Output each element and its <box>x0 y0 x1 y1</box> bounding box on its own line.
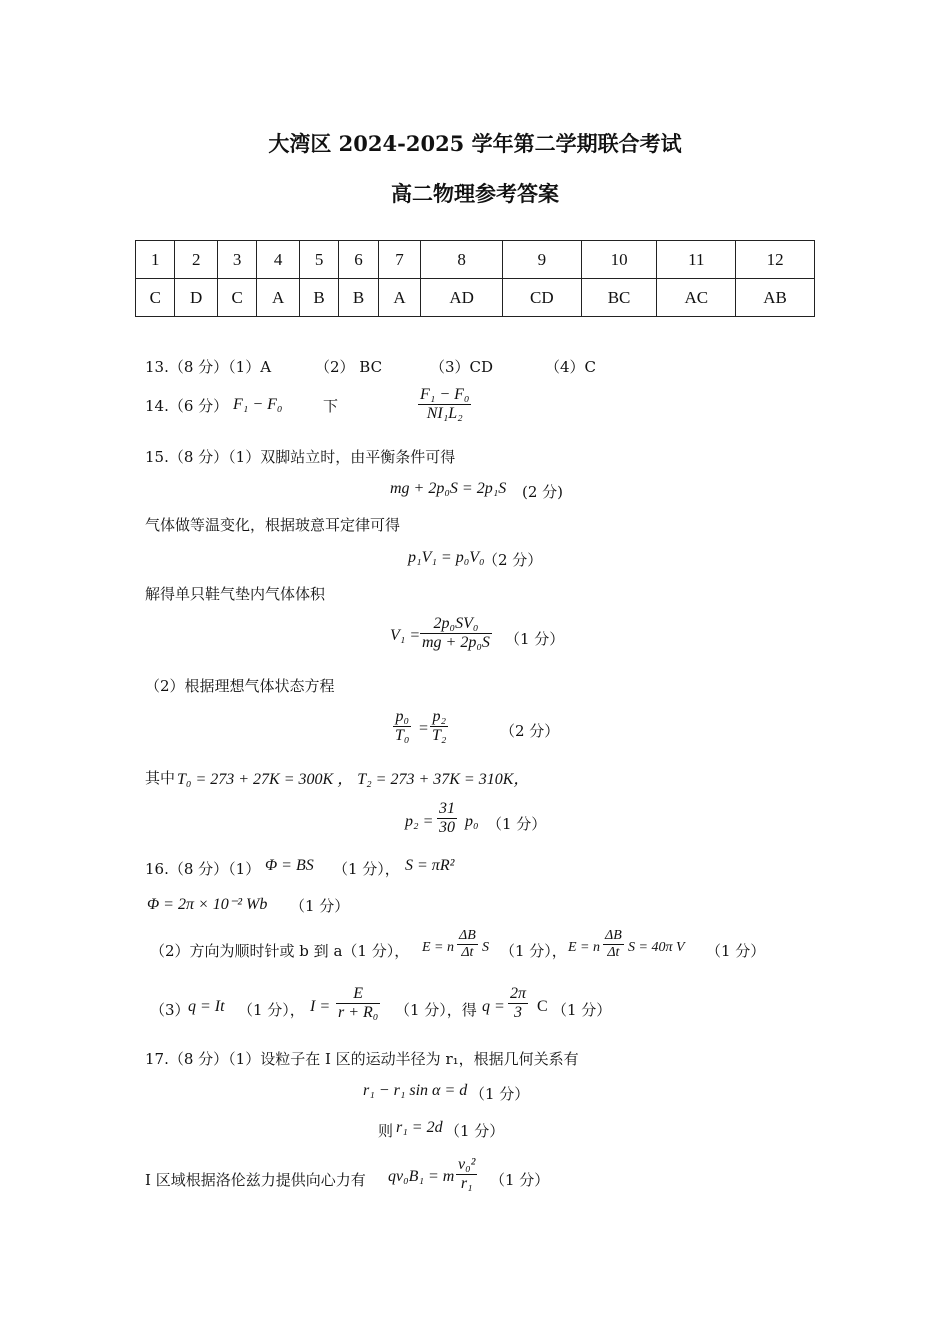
fraction-denominator: r₁ <box>460 1175 473 1192</box>
page-subtitle: 高二物理参考答案 <box>391 181 559 206</box>
q17-eq3-lhs: qv₀B₁ = m <box>388 1168 455 1185</box>
q15-line4: （2）根据理想气体状态方程 <box>145 677 335 695</box>
table-cell: C <box>136 279 175 317</box>
q15-eq4-frac1 <box>393 708 411 745</box>
answer-table-number-row <box>136 241 815 279</box>
q15-line2: 气体做等温变化，根据玻意耳定律可得 <box>145 516 401 534</box>
fraction-denominator: T₂ <box>432 727 447 744</box>
q14-answer2: 下 <box>323 397 339 415</box>
fraction-denominator: 3 <box>514 1004 522 1021</box>
q17-eq2-prefix: 则 <box>378 1122 394 1140</box>
table-cell: AD <box>421 279 503 317</box>
q17-eq1-score: （1 分） <box>470 1085 530 1103</box>
q15-line3: 解得单只鞋气垫内气体体积 <box>145 585 326 603</box>
q16-line4-q-unit: C <box>537 998 548 1015</box>
q17-line3: I 区域根据洛伦兹力提供向心力有 <box>145 1171 366 1189</box>
table-cell: B <box>339 279 378 317</box>
q16-eq2: S = πR² <box>405 857 455 874</box>
q15-eq3-fraction <box>420 615 492 652</box>
table-cell: 9 <box>502 241 581 279</box>
q16-line3-e2-fraction <box>603 928 624 961</box>
q15-eq3-lhs: V₁ = <box>390 627 421 644</box>
answer-table-answer-row <box>136 279 815 317</box>
table-cell: D <box>175 279 217 317</box>
q16-line3-e2-rhs: S = 40π V <box>628 940 685 955</box>
q16-line4-i-fraction <box>336 985 380 1022</box>
fraction-numerator: p₀ <box>393 708 411 727</box>
table-cell: BC <box>581 279 657 317</box>
table-cell: 6 <box>339 241 378 279</box>
q16-line4-score3: （1 分） <box>552 1001 612 1019</box>
q16-line3-score1: （1 分）， <box>500 942 567 960</box>
q15-eq4-frac2 <box>430 708 448 745</box>
table-cell: 8 <box>421 241 503 279</box>
table-cell: A <box>378 279 420 317</box>
q15-line1: 15.（8 分）（1）双脚站立时，由平衡条件可得 <box>145 448 456 466</box>
q15-line5-prefix: 其中 <box>145 769 176 787</box>
fraction-numerator: E <box>336 985 380 1004</box>
q16-line3-e2-lhs: E = n <box>568 940 600 955</box>
q16-head: 16.（8 分）（1） <box>145 860 261 878</box>
q17-eq3-score: （1 分） <box>490 1171 550 1189</box>
q16-line4-q-lhs: q = <box>482 998 505 1015</box>
q16-line3-score2: （1 分） <box>706 942 766 960</box>
q15-eq2-score: （2 分） <box>483 551 543 569</box>
q15-eq5-rhs: p₀ <box>465 813 479 830</box>
fraction-denominator: Δt <box>461 945 474 960</box>
q17-line1: 17.（8 分）（1）设粒子在 I 区的运动半径为 r₁，根据几何关系有 <box>145 1050 579 1068</box>
q16-line3-text: （2）方向为顺时针或 b 到 a（1 分）， <box>150 942 410 960</box>
table-cell: 4 <box>257 241 299 279</box>
table-cell: AB <box>736 279 815 317</box>
q17-eq3-fraction <box>456 1156 477 1193</box>
q16-line3-e1-lhs: E = n <box>422 940 454 955</box>
q16-line4-score1: （1 分）， <box>238 1001 305 1019</box>
q17-eq2: r₁ = 2d <box>396 1119 443 1136</box>
fraction-numerator: 31 <box>439 800 455 817</box>
q15-eq5-lhs: p₂ = <box>405 813 434 830</box>
table-cell: 1 <box>136 241 175 279</box>
q14-answer3-fraction <box>418 386 471 423</box>
page-title: 大湾区 2024-2025 学年第二学期联合考试 <box>268 131 682 156</box>
fraction-denominator: r + R₀ <box>338 1004 379 1021</box>
table-cell: B <box>299 279 338 317</box>
q16-line3-e1-fraction <box>457 928 478 961</box>
q15-eq5-fraction <box>437 800 457 837</box>
q15-eq4-equals: = <box>418 720 429 737</box>
q16-line4-head: （3） <box>150 1001 190 1019</box>
q16-line2-eq: Φ = 2π × 10⁻² Wb <box>147 896 268 913</box>
q17-eq2-score: （1 分） <box>445 1122 505 1140</box>
fraction-denominator: NI₁L₂ <box>426 405 463 422</box>
q15-eq2: p₁V₁ = p₀V₀ <box>408 549 485 566</box>
fraction-denominator: Δt <box>607 945 620 960</box>
fraction-numerator: 2p₀SV₀ <box>420 615 492 634</box>
q13-part2: （2） BC <box>315 358 383 376</box>
q13-head: 13.（8 分）（1）A <box>145 358 272 376</box>
fraction-denominator: T₀ <box>395 727 410 744</box>
fraction-denominator: 30 <box>439 819 455 836</box>
table-cell: 5 <box>299 241 338 279</box>
fraction-numerator: v₀² <box>458 1156 476 1173</box>
table-cell: 3 <box>217 241 256 279</box>
table-cell: 12 <box>736 241 815 279</box>
q13-part4: （4）C <box>545 358 597 376</box>
fraction-numerator: 2π <box>510 985 527 1002</box>
fraction-numerator: ΔB <box>459 928 476 943</box>
q15-line5-eq: T₀ = 273 + 27K = 300K ， T₂ = 273 + 37K = 310K， <box>177 771 530 788</box>
q13-part3: （3）CD <box>430 358 494 376</box>
q16-line4-i-lhs: I = <box>310 998 331 1015</box>
q15-eq5-score: （1 分） <box>487 815 547 833</box>
table-cell: A <box>257 279 299 317</box>
table-cell: AC <box>657 279 736 317</box>
fraction-numerator: ΔB <box>605 928 622 943</box>
q16-eq1: Φ = BS <box>265 857 314 874</box>
q14-head: 14.（6 分） <box>145 397 229 415</box>
table-cell: 2 <box>175 241 217 279</box>
q16-line4-score2: （1 分），得 <box>395 1001 477 1019</box>
q17-eq1: r₁ − r₁ sin α = d <box>363 1082 468 1099</box>
q16-line4-q-fraction <box>508 985 528 1022</box>
table-cell: CD <box>502 279 581 317</box>
fraction-denominator: mg + 2p₀S <box>422 634 490 651</box>
q15-eq1-score: (2 分) <box>522 483 564 501</box>
q15-eq4-score: （2 分） <box>500 722 560 740</box>
q15-eq1: mg + 2p₀S = 2p₁S <box>390 480 507 497</box>
q16-line3-e1-rhs: S <box>482 940 489 955</box>
q16-line2-score: （1 分） <box>290 897 350 915</box>
q14-answer1: F₁ − F₀ <box>233 396 283 413</box>
table-cell: 7 <box>378 241 420 279</box>
answer-table <box>135 240 815 317</box>
table-cell: 11 <box>657 241 736 279</box>
q15-eq3-score: （1 分） <box>505 630 565 648</box>
table-cell: C <box>217 279 256 317</box>
fraction-numerator: F₁ − F₀ <box>420 386 470 403</box>
q16-score1: （1 分）， <box>333 860 400 878</box>
fraction-numerator: p₂ <box>430 708 448 727</box>
table-cell: 10 <box>581 241 657 279</box>
q16-line4-eq1: q = It <box>188 998 225 1015</box>
